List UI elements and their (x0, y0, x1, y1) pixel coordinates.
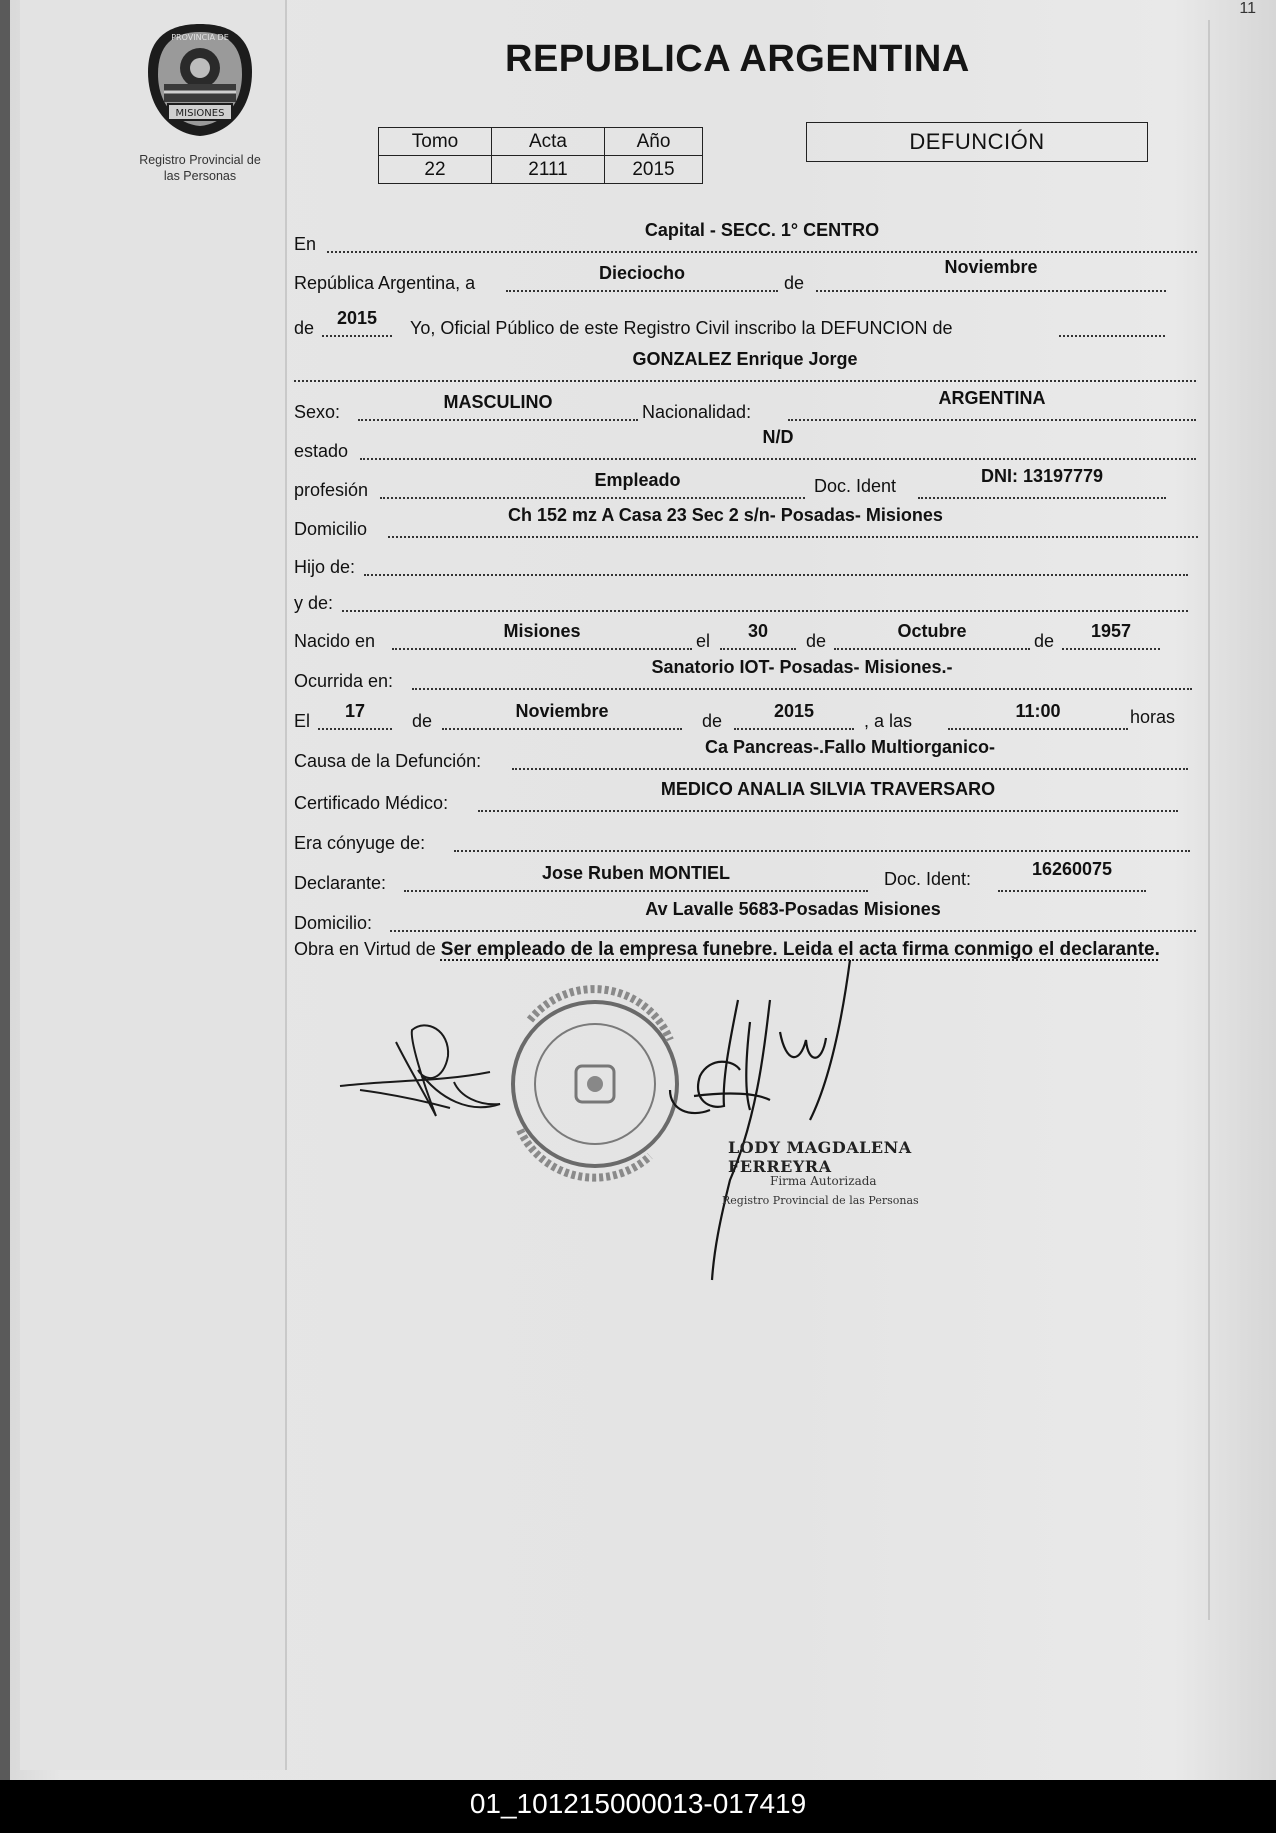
signatures-area (330, 960, 990, 1290)
page-number: 11 (1239, 0, 1256, 17)
official-office: Registro Provincial de las Personas (722, 1194, 919, 1207)
nacionalidad-field (788, 388, 1196, 421)
declarante-domicilio-label: Domicilio: (294, 913, 373, 933)
row-declarante-domicilio (294, 899, 1194, 934)
row-declarante (294, 859, 1194, 894)
official-name: LODY MAGDALENA FERREYRA (728, 1138, 912, 1176)
death-year-value: 2015 (773, 701, 815, 721)
declarante-doc-label: Doc. Ident: (884, 869, 972, 889)
declarante-label: Declarante: (294, 873, 387, 893)
row-inscribo (294, 309, 1194, 339)
month-field (816, 257, 1166, 292)
doc-value: DNI: 13197779 (980, 466, 1104, 486)
yde-field (342, 584, 1188, 612)
birth-month-value: Octubre (897, 621, 967, 641)
conyuge-field (454, 824, 1190, 852)
de-label-6: de (702, 711, 723, 731)
name-field (294, 349, 1196, 382)
seal-bottom-text: MISIONES (175, 108, 225, 119)
right-margin-rule (1208, 20, 1210, 1620)
declarante-doc-value: 16260075 (1031, 859, 1113, 879)
acta-header: Acta (492, 128, 605, 156)
day-value: Dieciocho (598, 263, 686, 283)
hijo-label: Hijo de: (294, 557, 356, 577)
anio-header: Año (605, 128, 703, 156)
de-label-3: de (806, 631, 827, 651)
causa-label: Causa de la Defunción: (294, 751, 482, 771)
de-label-5: de (412, 711, 433, 731)
year-field (322, 309, 392, 337)
sexo-field (358, 393, 638, 421)
name-value: GONZALEZ Enrique Jorge (632, 349, 858, 369)
registry-label-line1: Registro Provincial de (139, 153, 261, 167)
inscribo-blank (1059, 309, 1165, 337)
birth-day-field (720, 622, 796, 650)
row-fecha (294, 257, 1194, 294)
estado-label: estado (294, 441, 349, 461)
en-label: En (294, 234, 317, 254)
obra-value: Ser empleado de la empresa funebre. Leida el acta firma conmigo el declarante. (440, 939, 1160, 960)
row-domicilio (294, 505, 1194, 540)
el-label-2: El (294, 711, 311, 731)
anio-value: 2015 (605, 156, 703, 184)
nacionalidad-label: Nacionalidad: (642, 402, 752, 422)
republica-label: República Argentina, a (294, 273, 476, 293)
row-ocurrida (294, 657, 1194, 692)
domicilio-label: Domicilio (294, 519, 368, 539)
day-field (506, 264, 778, 292)
death-day-value: 17 (344, 701, 366, 721)
de-label-2: de (294, 318, 315, 338)
row-certificado (294, 779, 1194, 814)
official-stamp-icon (513, 989, 677, 1178)
domicilio-field (388, 505, 1198, 538)
death-time-field (948, 702, 1128, 730)
conyuge-label: Era cónyuge de: (294, 833, 426, 853)
province-seal-icon (142, 20, 258, 140)
month-value: Noviembre (944, 257, 1038, 277)
profesion-value: Empleado (594, 470, 681, 490)
registry-label (120, 152, 280, 184)
yde-label: y de: (294, 593, 334, 613)
el-label: el (696, 631, 711, 651)
tomo-value: 22 (379, 156, 492, 184)
death-month-value: Noviembre (515, 701, 609, 721)
nacido-field (392, 622, 692, 650)
birth-day-value: 30 (747, 621, 769, 641)
death-day-field (318, 702, 392, 730)
year-value: 2015 (336, 308, 378, 328)
sexo-label: Sexo: (294, 402, 341, 422)
en-field (327, 220, 1197, 253)
registry-label-line2: las Personas (163, 169, 237, 183)
death-year-field (734, 702, 854, 730)
declarante-domicilio-value: Av Lavalle 5683-Posadas Misiones (645, 899, 941, 919)
declarant-signature-icon (340, 1025, 500, 1116)
domicilio-value: Ch 152 mz A Casa 23 Sec 2 s/n- Posadas- Misiones (508, 505, 943, 525)
nacionalidad-value: ARGENTINA (938, 388, 1046, 408)
row-causa (294, 737, 1194, 772)
row-conyuge (294, 824, 1194, 854)
causa-field (512, 737, 1188, 770)
nacido-value: Misiones (503, 621, 581, 641)
row-yde (294, 584, 1194, 614)
row-en (294, 220, 1194, 255)
document-type-box: DEFUNCIÓN (806, 122, 1148, 162)
en-value: Capital - SECC. 1° CENTRO (644, 220, 880, 240)
seal-top-text: PROVINCIA DE (171, 33, 229, 42)
row-sexo (294, 388, 1194, 423)
row-hijo (294, 548, 1194, 578)
horas-label: horas (1130, 707, 1176, 727)
row-name (294, 349, 1194, 384)
doc-field (918, 466, 1166, 499)
ocurrida-value: Sanatorio IOT- Posadas- Misiones.- (651, 657, 953, 677)
alas-label: , a las (864, 711, 913, 731)
tomo-header: Tomo (379, 128, 492, 156)
certificado-value: MEDICO ANALIA SILVIA TRAVERSARO (660, 779, 996, 799)
birth-year-value: 1957 (1090, 621, 1132, 641)
estado-value: N/D (762, 427, 794, 447)
de-label-1: de (784, 273, 805, 293)
official-role: Firma Autorizada (770, 1174, 877, 1188)
reference-table (378, 127, 703, 184)
death-time-value: 11:00 (1015, 701, 1061, 721)
file-id: 01_101215000013-017419 (469, 1788, 807, 1819)
declarante-doc-field (998, 859, 1146, 892)
de-label-4: de (1034, 631, 1055, 651)
official-signature-icon (670, 960, 850, 1280)
ocurrida-label: Ocurrida en: (294, 671, 394, 691)
certificado-label: Certificado Médico: (294, 793, 449, 813)
page-title: REPUBLICA ARGENTINA (505, 38, 970, 80)
death-month-field (442, 702, 682, 730)
nacido-label: Nacido en (294, 631, 376, 651)
declarante-field (404, 864, 868, 892)
birth-year-field (1062, 622, 1160, 650)
doc-label: Doc. Ident (814, 476, 897, 496)
row-fallecimiento (294, 702, 1194, 732)
acta-value: 2111 (492, 156, 605, 184)
causa-value: Ca Pancreas-.Fallo Multiorganico- (704, 737, 996, 757)
profesion-field (380, 471, 805, 499)
obra-label: Obra en Virtud de (294, 939, 436, 959)
birth-month-field (834, 622, 1030, 650)
estado-field (360, 427, 1196, 460)
declarante-domicilio-field (390, 899, 1196, 932)
sexo-value: MASCULINO (443, 392, 553, 412)
inscribo-text: Yo, Oficial Público de este Registro Civil inscribo la DEFUNCION de (410, 318, 953, 338)
ocurrida-field (412, 657, 1192, 690)
row-nacido (294, 622, 1194, 652)
hijo-field (364, 548, 1188, 576)
left-margin (20, 0, 287, 1770)
certificado-field (478, 779, 1178, 812)
declarante-value: Jose Ruben MONTIEL (541, 863, 730, 883)
row-profesion (294, 466, 1194, 501)
profesion-label: profesión (294, 480, 369, 500)
row-estado (294, 427, 1194, 462)
reference-table-value-row (379, 156, 703, 184)
reference-table-header-row (379, 128, 703, 156)
